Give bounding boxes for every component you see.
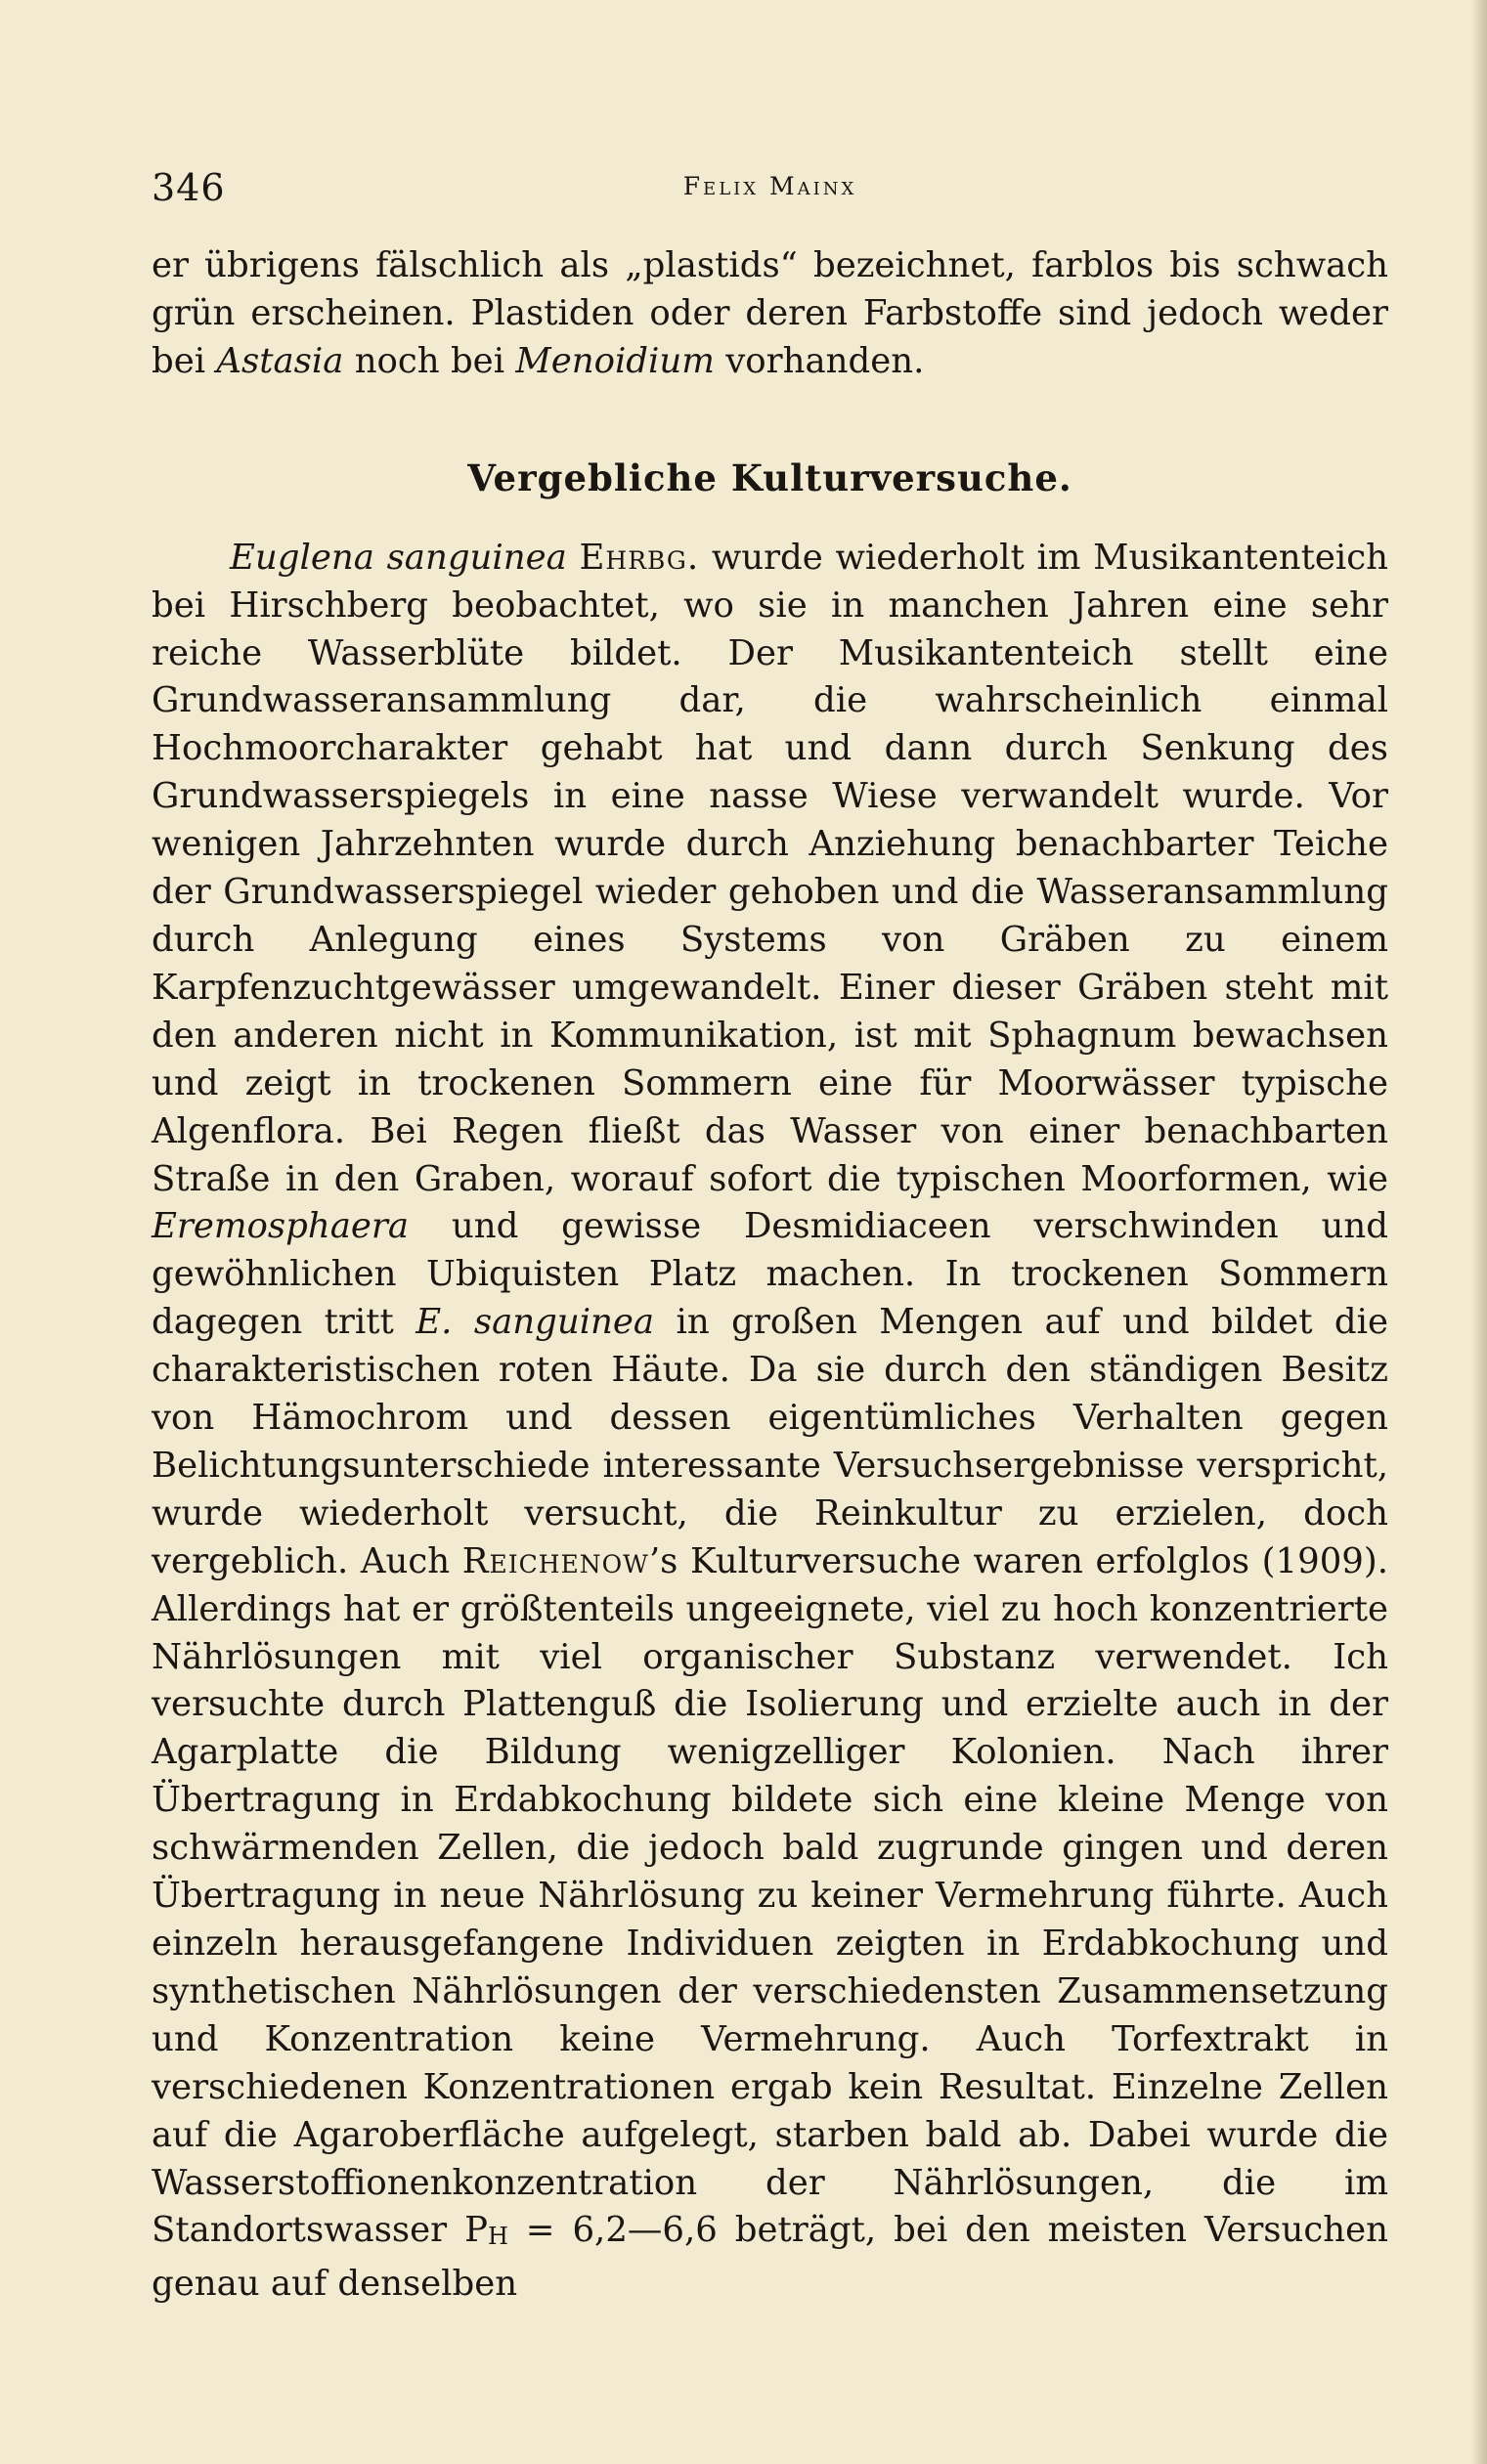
page-header <box>152 166 1388 215</box>
page-number: 346 <box>152 166 226 209</box>
taxon-e-sanguinea: E. sanguinea <box>415 1302 655 1343</box>
cited-author-reichenow: Reichenow <box>461 1540 649 1581</box>
taxon-author: Ehrbg. <box>579 537 700 578</box>
section-heading: Vergebliche Kulturversuche. <box>467 455 1072 499</box>
body-text <box>152 242 1388 2309</box>
running-head-author: Felix Mainx <box>682 172 857 200</box>
page-edge-shadow <box>1471 0 1487 2464</box>
taxon-euglena-sanguinea: Euglena sanguinea <box>230 537 567 578</box>
taxon-menoidium: Menoidium <box>515 340 715 381</box>
paragraph-euglena: Euglena sanguinea Ehrbg. wurde wiederholt im Musikantenteich bei Hirschberg beobachtet, wo sie in manchen Jahren eine sehr reiche Wasserblüte bildet. Der Musikantenteich stellt eine Grundwasseransammlung dar, die wahrscheinlich einmal Hochmoorcharakter gehabt hat und dann durch Senkung des Grundwasserspiegels in eine nasse Wiese verwandelt wurde. Vor wenigen Jahrzehnten wurde durch Anziehung benachbarter Teiche der Grundwasserspiegel wieder gehoben und die Wasseransammlung durch Anlegung eines Systems von Gräben zu einem Karpfenzuchtgewässer umgewandelt. Einer dieser Gräben steht mit den anderen nicht in Kommunikation, ist mit Sphagnum bewachsen und zeigt in trockenen Sommern eine für Moorwässer typische Algenflora. Bei Regen fließt das Wasser von einer benachbarten Straße in den Graben, worauf sofort die typischen Moorformen, wie Eremosphaera und gewisse Desmidiaceen verschwinden und gewöhnlichen Ubiquisten Platz machen. In trockenen Sommern dagegen tritt E. sanguinea in großen Mengen auf und bildet die charakteristischen roten Häute. Da sie durch den ständigen Besitz von Hämochrom und dessen eigentümliches Verhalten gegen Belichtungsunterschiede interessante Versuchsergebnisse verspricht, wurde wiederholt versucht, die Reinkultur zu erzielen, doch vergeblich. Auch Reichenow’s Kulturversuche waren erfolglos (1909). Allerdings hat er größtenteils ungeeignete, viel zu hoch konzentrierte Nährlösungen mit viel organischer Substanz verwendet. Ich versuchte durch Plattenguß die Isolierung und erzielte auch in der Agarplatte die Bildung wenigzelliger Kolonien. Nach ihrer Übertragung in Erdabkochung bildete sich eine kleine Menge von schwärmenden Zellen, die jedoch bald zugrunde gingen und deren Übertragung in neue Nährlösung zu keiner Vermehrung führte. Auch einzeln herausgefangene Individuen zeigten in Erdabkochung und synthetischen Nährlösungen der verschiedensten Zusammensetzung und Konzentration keine Vermehrung. Auch Torfextrakt in verschiedenen Konzentrationen ergab kein Resultat. Einzelne Zellen auf die Agaroberfläche aufgelegt, starben bald ab. Dabei wurde die Wasserstoffionenkonzentration der Nährlösungen, die im Standortswasser $P_H$ = 6,2—6,6 beträgt, bei den meisten Versuchen genau auf denselben <box>152 537 1389 2305</box>
taxon-eremosphaera: Eremosphaera <box>152 1206 410 1247</box>
paragraph-continued: er übrigens fälschlich als „plastids“ bezeichnet, farblos bis schwach grün erscheinen. Plastiden oder deren Farbstoffe sind jedoch weder bei Astasia noch bei Menoidium vorhanden. <box>152 245 1388 381</box>
taxon-astasia: Astasia <box>216 340 344 381</box>
